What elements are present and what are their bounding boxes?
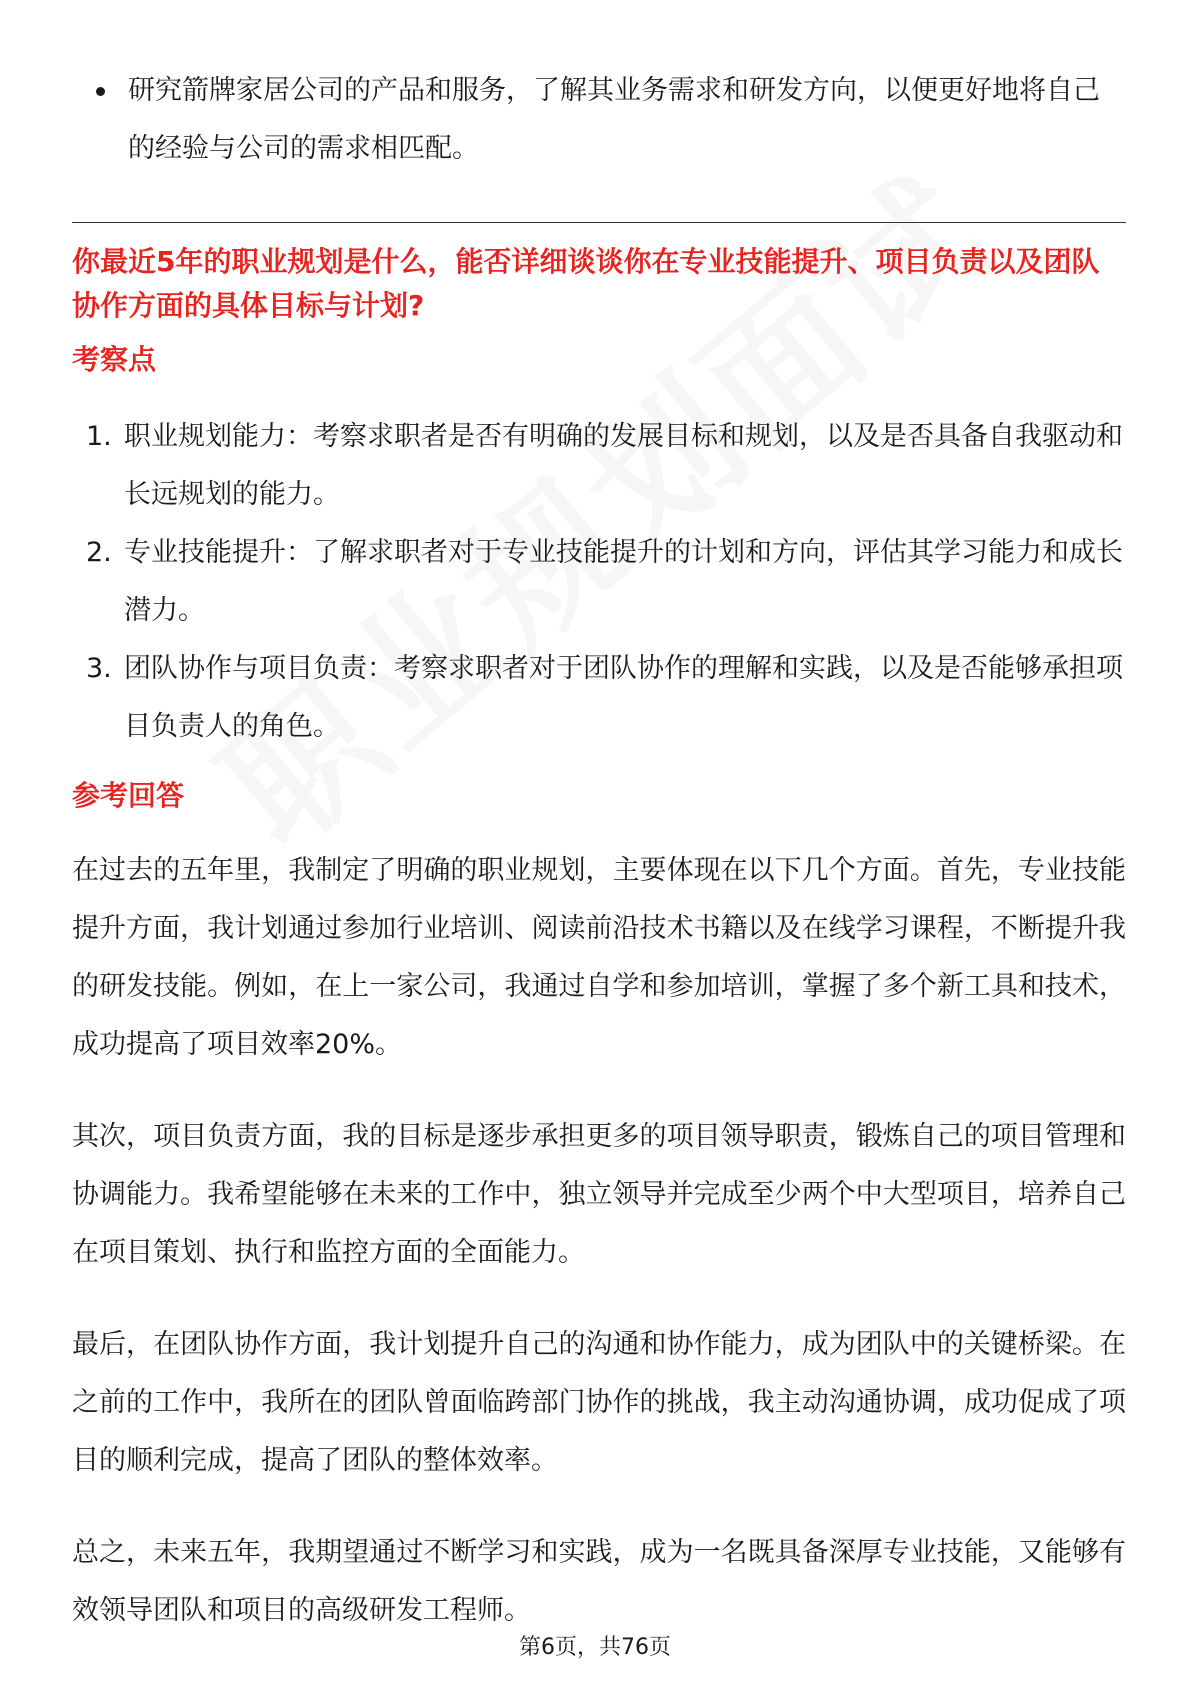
list-item-text: 团队协作与项目负责：考察求职者对于团队协作的理解和实践，以及是否能够承担项目负责人的角色。 [124, 653, 1123, 742]
section-divider [72, 222, 1126, 223]
list-item-text: 职业规划能力：考察求职者是否有明确的发展目标和规划，以及是否具备自我驱动和长远规划的能力。 [124, 421, 1123, 510]
list-item [86, 640, 1126, 756]
list-item-text: 专业技能提升：了解求职者对于专业技能提升的计划和方向，评估其学习能力和成长潜力。 [124, 537, 1123, 626]
list-item [96, 62, 1116, 178]
answer-paragraph: 总之，未来五年，我期望通过不断学习和实践，成为一名既具备深厚专业技能，又能够有效领导团队和项目的高级研发工程师。 [72, 1537, 1126, 1626]
list-item [86, 408, 1126, 524]
answer-paragraph: 在过去的五年里，我制定了明确的职业规划，主要体现在以下几个方面。首先，专业技能提升方面，我计划通过参加行业培训、阅读前沿技术书籍以及在线学习课程，不断提升我的研发技能。例如，在上一家公司，我通过自学和参加培训，掌握了多个新工具和技术，成功提高了项目效率20%。 [72, 855, 1126, 1060]
list-item-number: 3. [86, 653, 112, 684]
page-number: 第6页，共76页 [519, 1635, 671, 1660]
bullet-text: 研究箭牌家居公司的产品和服务，了解其业务需求和研发方向，以便更好地将自己的经验与公司的需求相匹配。 [128, 75, 1100, 164]
list-item-number: 1. [86, 421, 112, 452]
top-bullet-list [96, 62, 1116, 178]
list-item-number: 2. [86, 537, 112, 568]
exam-points-list [86, 408, 1126, 756]
list-item [86, 524, 1126, 640]
bullet-dot-icon [96, 87, 105, 96]
exam-points-heading: 考察点 [72, 343, 157, 376]
reference-answer-heading: 参考回答 [72, 779, 185, 812]
answer-paragraph: 最后，在团队协作方面，我计划提升自己的沟通和协作能力，成为团队中的关键桥梁。在之前的工作中，我所在的团队曾面临跨部门协作的挑战，我主动沟通协调，成功促成了项目的顺利完成，提高了团队的整体效率。 [72, 1329, 1126, 1476]
question-title: 你最近5年的职业规划是什么，能否详细谈谈你在专业技能提升、项目负责以及团队协作方面的具体目标与计划? [72, 245, 1100, 322]
answer-paragraph: 其次，项目负责方面，我的目标是逐步承担更多的项目领导职责，锻炼自己的项目管理和协调能力。我希望能够在未来的工作中，独立领导并完成至少两个中大型项目，培养自己在项目策划、执行和监控方面的全面能力。 [72, 1121, 1126, 1268]
